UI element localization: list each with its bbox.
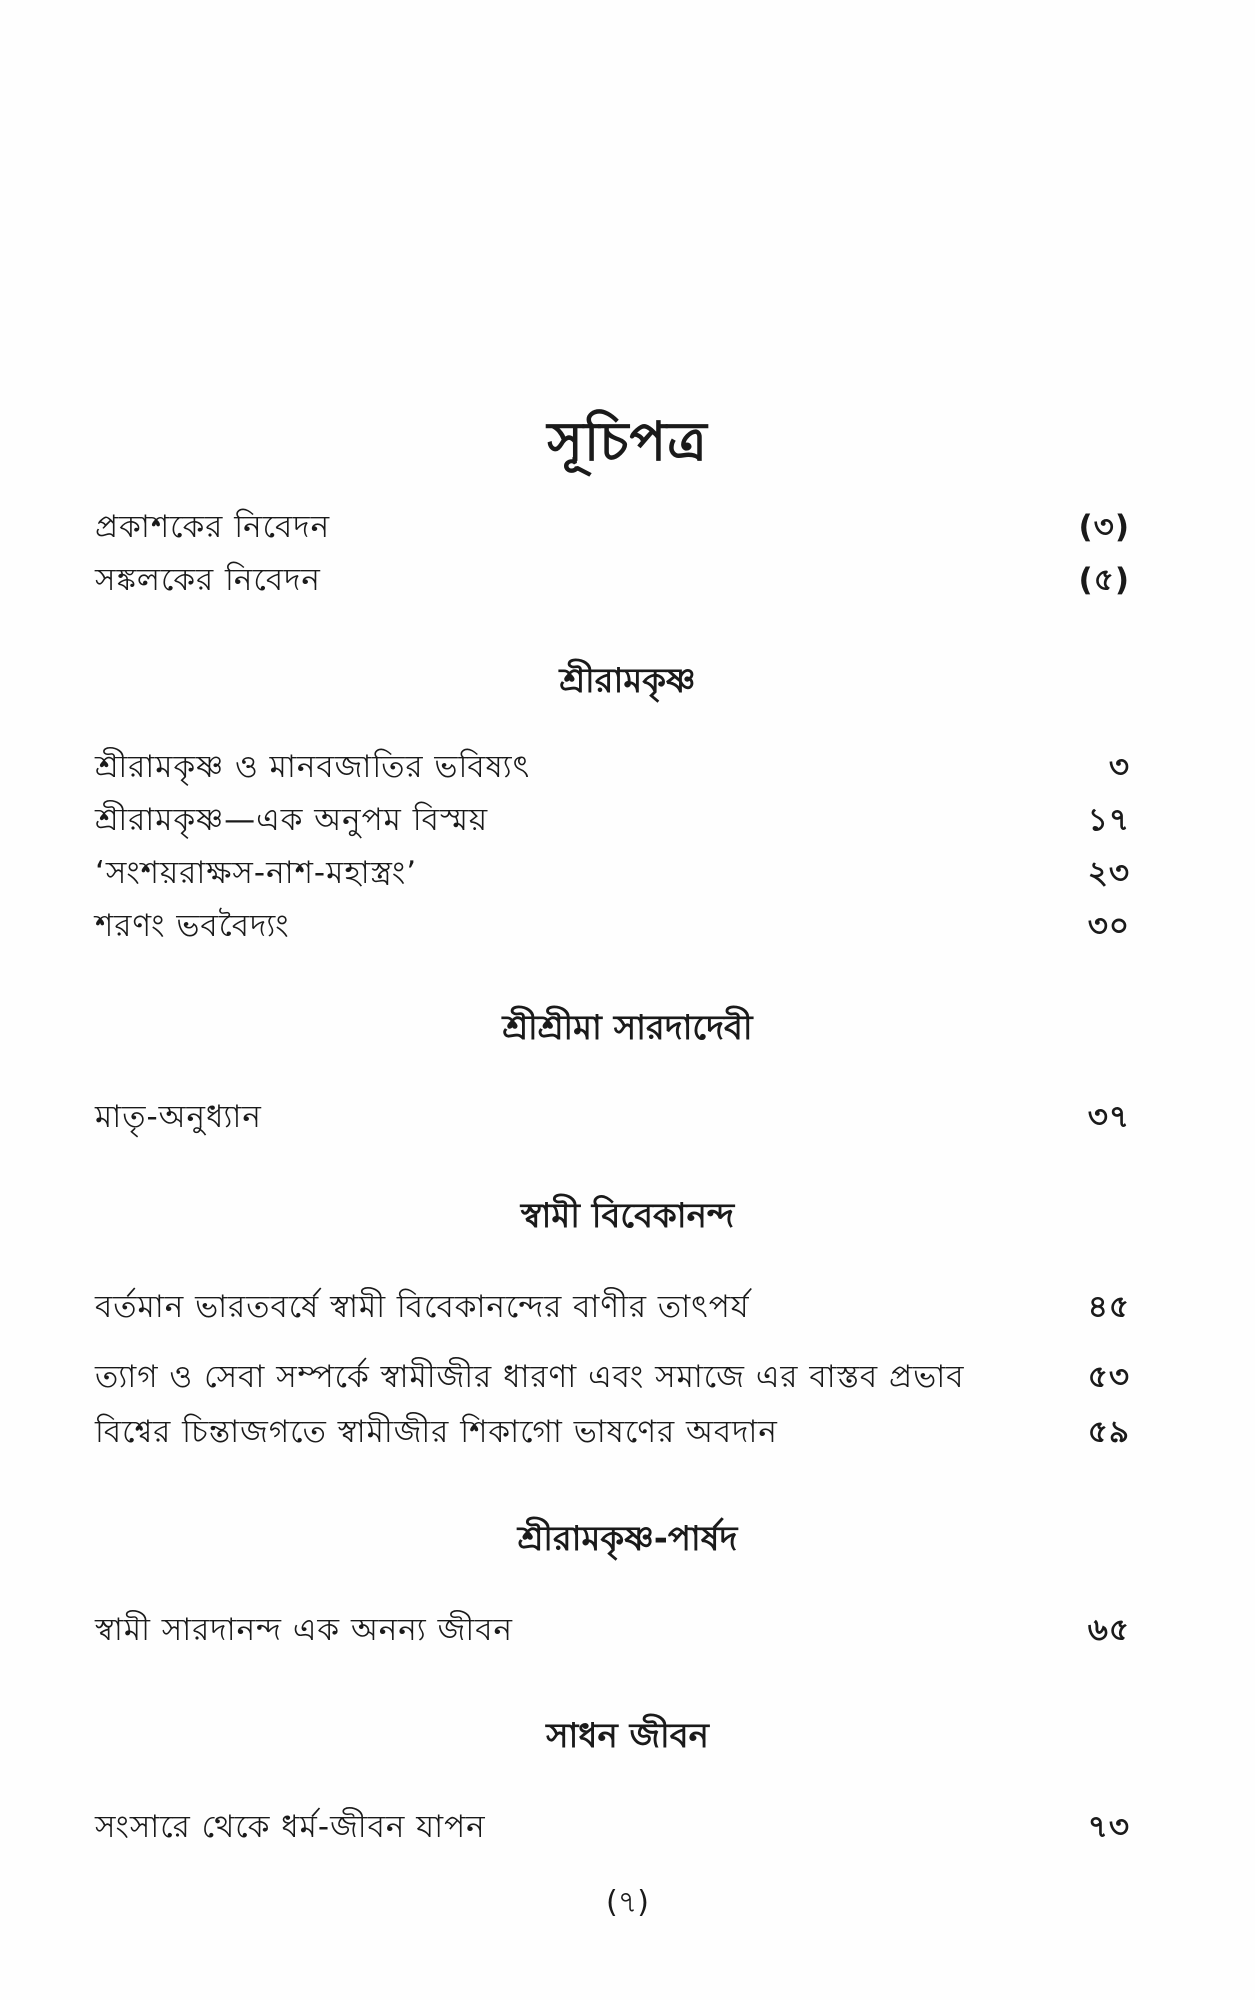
section-heading: শ্রীরামকৃষ্ণ-পার্ষদ (517, 1519, 738, 1559)
page-title: সূচিপত্র (547, 410, 708, 473)
toc-entry (95, 1095, 1130, 1143)
toc-entry-page: ৩০ (1087, 908, 1130, 944)
toc-entry-page: ৫৩ (1087, 1359, 1130, 1395)
toc-entry-page: ২৩ (1087, 855, 1130, 891)
section-heading: শ্রীরামকৃষ্ণ (559, 661, 696, 701)
toc-entry (95, 1608, 1130, 1656)
toc-entry-label: মাতৃ-অনুধ্যান (95, 1099, 262, 1135)
toc-entry-label: শরণং ভববৈদ্যং (95, 908, 290, 944)
toc-entry-page: ৭৩ (1087, 1809, 1130, 1845)
toc-entry-label: ত্যাগ ও সেবা সম্পর্কে স্বামীজীর ধারণা এবং সমাজে এর বাস্তব প্রভাব (95, 1359, 965, 1395)
toc-entry-page: (৫) (1078, 562, 1130, 598)
toc-entry (95, 745, 1130, 793)
toc-entry-page: ৫৯ (1087, 1414, 1130, 1450)
toc-entry-page: ৪৫ (1087, 1289, 1130, 1325)
toc-entry-label: সংসারে থেকে ধর্ম-জীবন যাপন (95, 1809, 486, 1845)
toc-entry (95, 904, 1130, 952)
toc-entry (95, 505, 1130, 553)
section-heading: সাধন জীবন (546, 1716, 709, 1756)
toc-entry-label: শ্রীরামকৃষ্ণ ও মানবজাতির ভবিষ্যৎ (95, 749, 531, 785)
toc-entry (95, 798, 1130, 846)
toc-entry-label: সঙ্কলকের নিবেদন (95, 562, 321, 598)
toc-entry-label: প্রকাশকের নিবেদন (95, 509, 331, 545)
toc-entry-label: স্বামী সারদানন্দ এক অনন্য জীবন (95, 1612, 513, 1648)
section-heading: শ্রীশ্রীমা সারদাদেবী (502, 1008, 753, 1048)
toc-entry-page: ৩ (1108, 749, 1130, 785)
toc-entry-label: ‘সংশয়রাক্ষস-নাশ-মহাস্ত্রং’ (95, 855, 418, 891)
toc-entry-label: বর্তমান ভারতবর্ষে স্বামী বিবেকানন্দের বাণীর তাৎপর্য (95, 1289, 750, 1325)
toc-entry-page: (৩) (1078, 509, 1130, 545)
toc-entry (95, 851, 1130, 899)
toc-entry (95, 1355, 1130, 1403)
toc-entry (95, 558, 1130, 606)
toc-entry (95, 1410, 1130, 1458)
toc-entry-label: বিশ্বের চিন্তাজগতে স্বামীজীর শিকাগো ভাষণের অবদান (95, 1414, 778, 1450)
toc-entry-page: ৬৫ (1087, 1612, 1130, 1648)
toc-entry (95, 1805, 1130, 1853)
toc-entry-label: শ্রীরামকৃষ্ণ—এক অনুপম বিস্ময় (95, 802, 489, 838)
section-heading: স্বামী বিবেকানন্দ (520, 1196, 735, 1236)
toc-entry-page: ৩৭ (1087, 1099, 1130, 1135)
page-number: (৭) (606, 1885, 649, 1920)
toc-entry (95, 1285, 1130, 1333)
toc-entry-page: ১৭ (1087, 802, 1130, 838)
